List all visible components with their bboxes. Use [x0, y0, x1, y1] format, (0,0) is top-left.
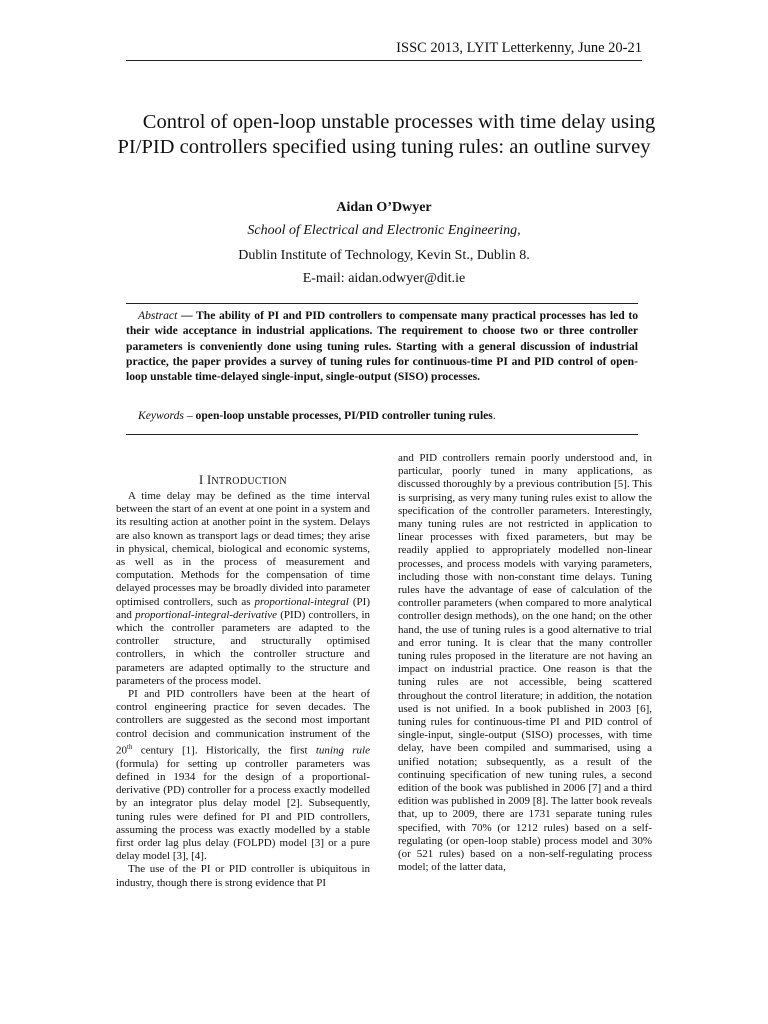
paragraph-3: The use of the PI or PID controller is ubiquitous in industry, though there is strong evidence that PI — [116, 863, 370, 889]
abstract-top-rule — [126, 303, 638, 304]
paper-title: Control of open-loop unstable processes with time delay using PI/PID controllers specified using tuning rules: an outline survey — [117, 111, 656, 158]
paragraph-1-text-b: (PI) and — [116, 595, 370, 621]
term-proportional-integral: proportional-integral — [254, 595, 349, 608]
paragraph-2-text-a: PI and PID controllers have been at the heart of control engineering practice for seven decades. The controllers are suggested as the second most important control decision and communication instrument of the 20 — [116, 688, 370, 757]
author-affiliation: School of Electrical and Electronic Engineering, — [247, 223, 521, 238]
left-column — [116, 490, 370, 890]
conference-header: ISSC 2013, LYIT Letterkenny, June 20-21 — [126, 40, 642, 61]
paragraph-1-text-c: (PID) controllers, in which the controller parameters are adapted to the controller structure, and structurally optimised controllers, in which the controller structure and parameters are adapted optimally to the structure and parameters of the process model. — [116, 608, 370, 687]
keywords-text: open-loop unstable processes, PI/PID controller tuning rules — [195, 409, 493, 422]
paragraph-2 — [116, 688, 370, 863]
author-email: E-mail: aidan.odwyer@dit.ie — [302, 271, 466, 286]
author-name: Aidan O’Dwyer — [336, 200, 432, 215]
paragraph-2-text-b: century [1]. Historically, the first — [132, 744, 316, 757]
section-title-rest: NTRODUCTION — [211, 476, 287, 487]
abstract-bottom-rule — [126, 434, 638, 435]
author-address: Dublin Institute of Technology, Kevin St., Dublin 8. — [238, 248, 530, 263]
section-heading-introduction — [116, 473, 370, 488]
right-column — [398, 452, 652, 875]
paragraph-1 — [116, 490, 370, 688]
superscript-th: th — [127, 742, 133, 751]
term-tuning-rule: tuning rule — [315, 744, 370, 757]
abstract-text: — The ability of PI and PID controllers to compensate many practical processes has led to their wide acceptance in industrial applications. The requirement to choose two or three controller parameters is conveniently done using tuning rules. Starting with a general discussion of industrial practice, the paper provides a survey of tuning rules for continuous-time PI and PID control of open-loop unstable time-delayed single-input, single-output (SISO) processes. — [126, 309, 638, 384]
section-number: I — [199, 473, 207, 487]
abstract — [126, 308, 638, 384]
paragraph-right-1: and PID controllers remain poorly understood and, in particular, poorly tuned in many applications, as discussed thoroughly by a previous contribution [5]. This is surprising, as very many tuning rules exist to allow the specification of the controller parameters. Interestingly, many tuning rules are not restricted in application to linear processes with fixed parameters, but may be readily applied to appropriately modelled non-linear processes, and process models with varying parameters, including those with non-constant time delays. Tuning rules have the advantage of ease of calculation of the controller parameters (when compared to more analytical controller design methods), on the one hand; on the other hand, the use of tuning rules is a good alternative to trial and error tuning. It is clear that the many controller tuning rules proposed in the literature are not having an impact on industrial practice. One reason is that the tuning rules are not accessible, being scattered throughout the control literature; in addition, the notation used is not unified. In a book published in 2003 [6], tuning rules for continuous-time PI and PID control of single-input, single-output (SISO) processes, with time delay, have been compiled and summarised, using a unified notation; subsequently, as a result of the continuing specification of new tuning rules, a second edition of the book was published in 2006 [7] and a third edition was published in 2009 [8]. The latter book reveals that, up to 2009, there are 1731 separate tuning rules specified, with 70% (or 1212 rules) based on a self-regulating (or open-loop stable) process model and 30% (or 521 rules) based on a non-self-regulating process model; of the latter data, — [398, 452, 652, 874]
keywords-dash: – — [183, 409, 196, 422]
keywords-label: Keywords — [138, 409, 184, 422]
paragraph-1-text-a: A time delay may be defined as the time interval between the start of an event at one point in a system and its resulting action at another point in the system. Delays are also known as transport lags or dead times; they arise in physical, chemical, biological and economic systems, as well as in the process of measurement and computation. Methods for the compensation of time delayed processes may be broadly divided into parameter optimised controllers, such as — [116, 490, 370, 608]
paragraph-2-text-c: (formula) for setting up controller parameters was defined in 1934 for the design of a proportional-derivative (PD) controller for a process exactly modelled by an integrator plus delay model [2]. Subsequently, tuning rules were defined for PI and PID controllers, assuming the process was exactly modelled by a stable first order lag plus delay (FOLPD) model [3] or a pure delay model [3], [4]. — [116, 757, 370, 863]
keywords — [126, 408, 638, 423]
section-first-letter: I — [206, 473, 212, 487]
abstract-label: Abstract — [138, 309, 178, 322]
keywords-end: . — [492, 409, 496, 422]
term-proportional-integral-derivative: proportional-integral-derivative — [135, 608, 278, 621]
